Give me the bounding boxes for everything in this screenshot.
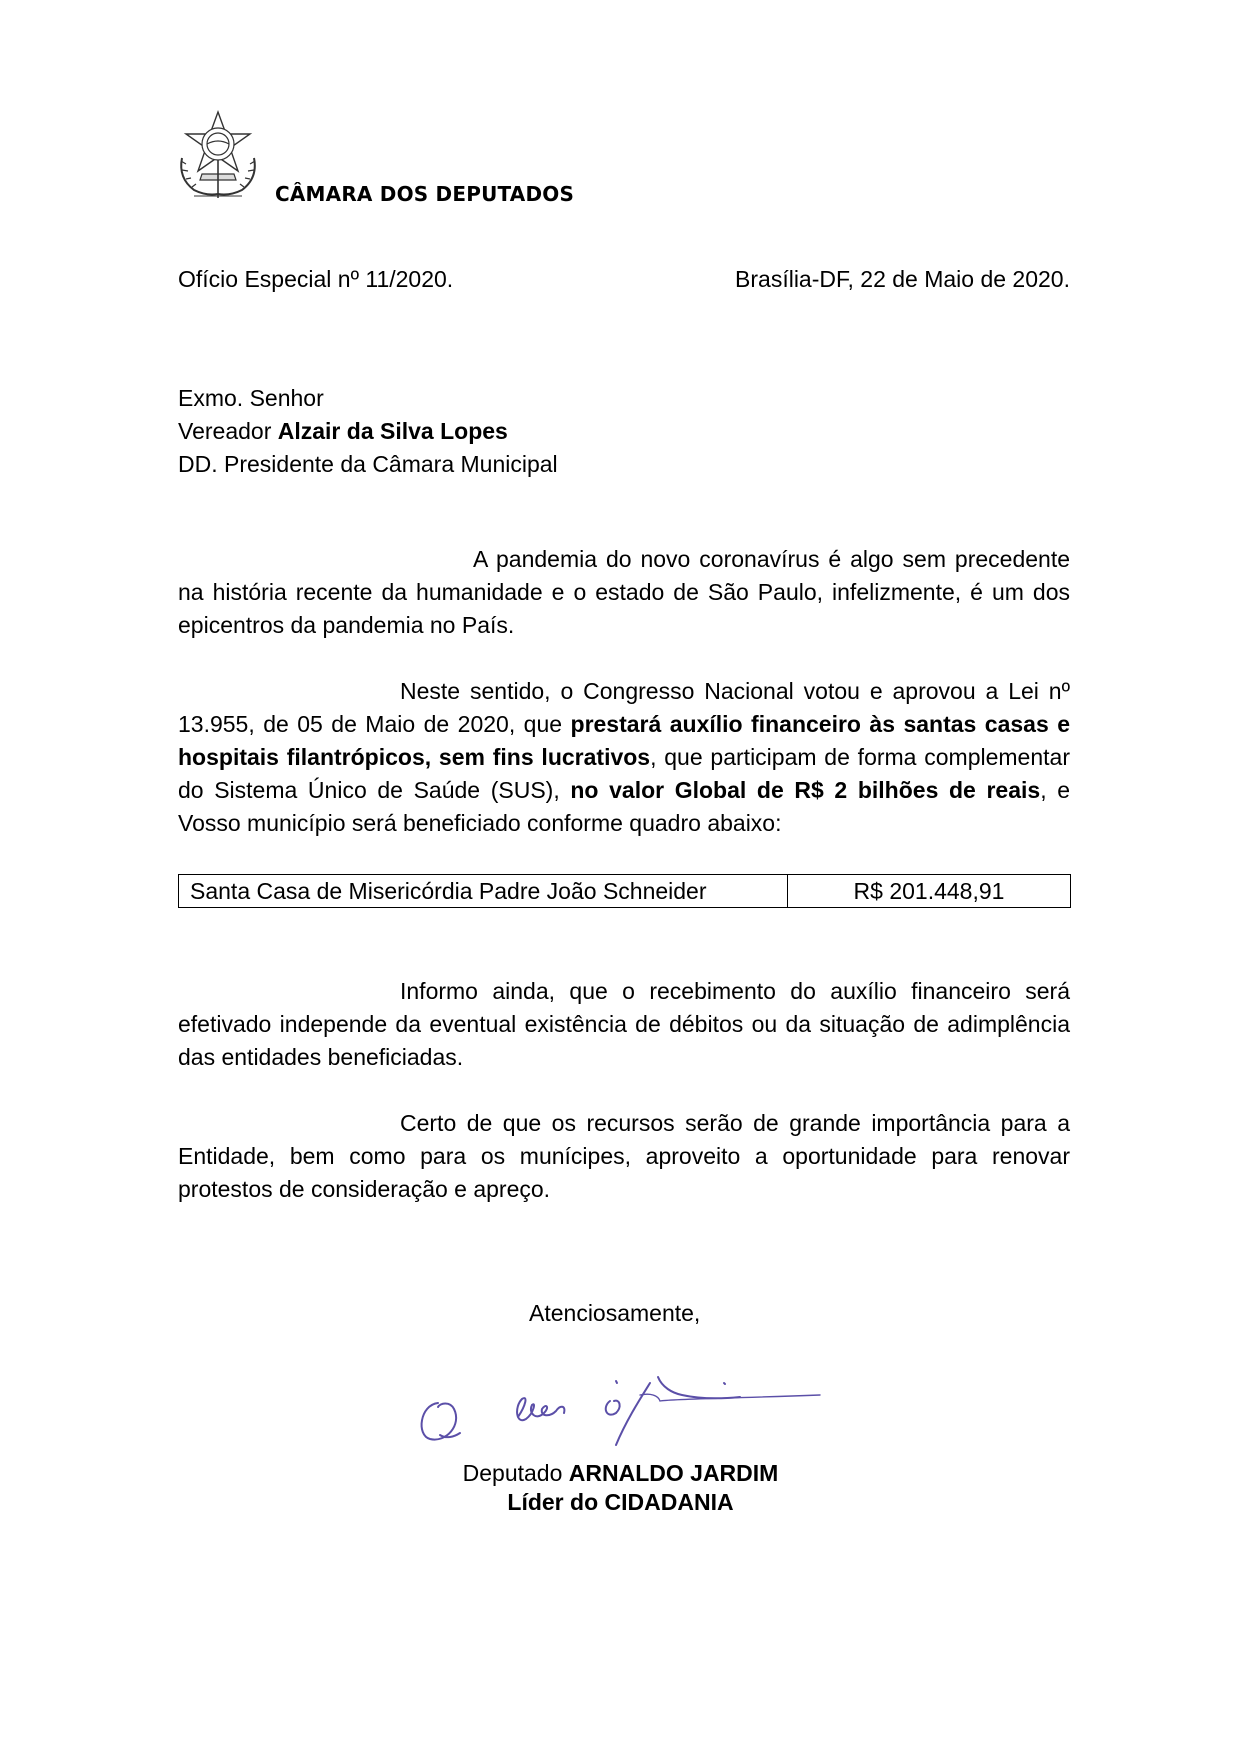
coat-of-arms-icon: [172, 108, 264, 204]
benefit-table: [178, 874, 1071, 908]
addressee-title: Vereador: [178, 418, 272, 444]
entity-cell: Santa Casa de Misericórdia Padre João Schneider: [179, 875, 788, 908]
addressee-name: Alzair da Silva Lopes: [277, 418, 508, 444]
paragraph-2: [178, 675, 1070, 840]
closing-salutation: Atenciosamente,: [529, 1300, 701, 1326]
paragraph-2-emphasis-b: no valor Global de R$ 2 bilhões de reais: [570, 777, 1041, 803]
signer-line: [378, 1460, 863, 1487]
table-row: [179, 875, 1071, 908]
place-and-date: Brasília-DF, 22 de Maio de 2020.: [735, 266, 1070, 292]
institution-name: CÂMARA DOS DEPUTADOS: [275, 182, 575, 206]
document-number: Ofício Especial nº 11/2020.: [178, 266, 454, 292]
paragraph-2-text-b: , que participam de forma complementar do Sistema Único de Saúde (SUS),: [178, 744, 1070, 803]
addressee-line: [178, 415, 558, 448]
paragraph-4: Certo de que os recursos serão de grande importância para a Entidade, bem como para os munícipes, aproveito a oportunidade para renovar protestos de consideração e apreço.: [178, 1110, 1070, 1202]
amount-cell: R$ 201.448,91: [788, 875, 1071, 908]
addressee-position: DD. Presidente da Câmara Municipal: [178, 451, 558, 477]
signer-name: ARNALDO JARDIM: [568, 1460, 779, 1486]
paragraph-2-text-a: Neste sentido, o Congresso Nacional votou e aprovou a Lei nº 13.955, de 05 de Maio de 2020, que: [178, 678, 1070, 737]
handwritten-signature: [410, 1355, 840, 1460]
addressee-block: [178, 382, 558, 481]
salutation: Exmo. Senhor: [178, 385, 324, 411]
paragraph-3: Informo ainda, que o recebimento do auxílio financeiro será efetivado independe da eventual existência de débitos ou da situação de adimplência das entidades beneficiadas.: [178, 978, 1070, 1070]
paragraph-2-text-c: , e Vosso município será beneficiado conforme quadro abaixo:: [178, 777, 1071, 836]
paragraph-1: A pandemia do novo coronavírus é algo sem precedente na história recente da humanidade e o estado de São Paulo, infelizmente, é um dos epicentros da pandemia no País.: [178, 546, 1070, 638]
paragraph-2-emphasis-a: prestará auxílio financeiro às santas casas e hospitais filantrópicos, sem fins lucrativos: [178, 711, 1070, 770]
signer-role: Líder do CIDADANIA: [507, 1489, 734, 1515]
signer-prefix: Deputado: [462, 1460, 563, 1486]
